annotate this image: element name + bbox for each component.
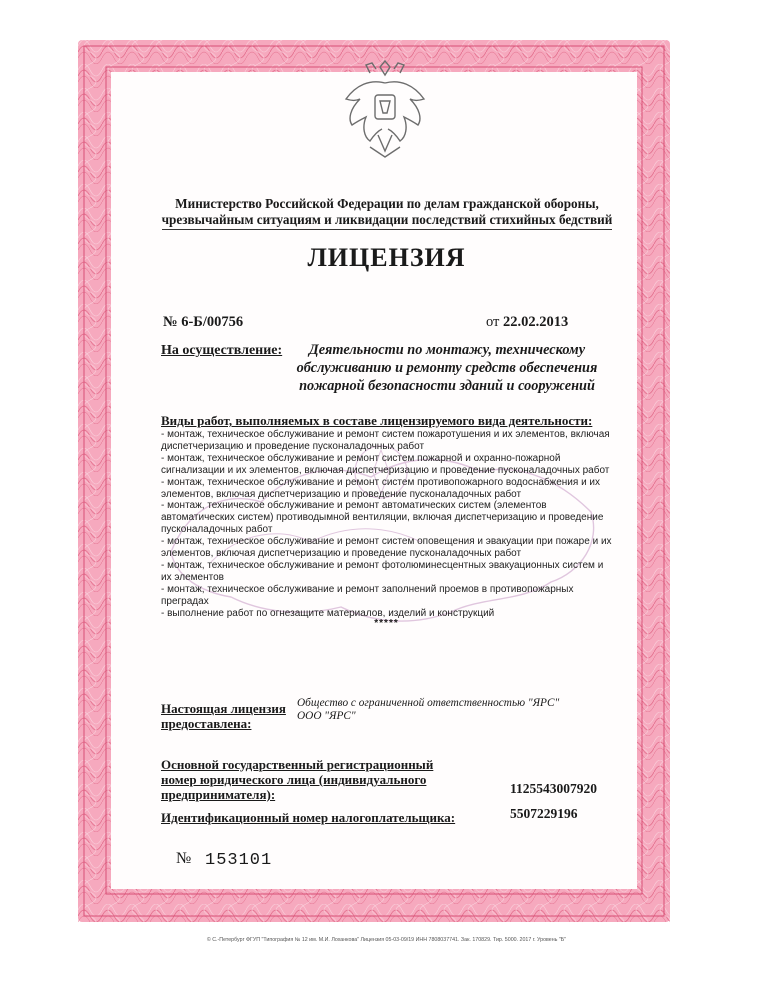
- inn-label: Идентификационный номер налогоплательщика:: [161, 810, 456, 825]
- licensee-name: [297, 697, 559, 723]
- licensee-short-name: ООО "ЯРС": [297, 710, 356, 722]
- granted-label: [161, 701, 286, 731]
- implementation-text: Деятельности по монтажу, техническому обслуживанию и ремонту средств обеспечения пожарной безопасности зданий и сооружений: [296, 342, 598, 394]
- serial-number: 153101: [205, 851, 273, 870]
- printer-imprint: © С.-Петербург ФГУП "Типография № 12 им. М.И. Лоханкова" Лицензия 05-03-09/19 ИНН 7808037741. Зак. 170829. Тир. 5000. 2017 г. Уровень "Б": [206, 937, 567, 943]
- works-list: [161, 429, 616, 620]
- works-heading: Виды работ, выполняемых в составе лицензируемого вида деятельности:: [161, 413, 593, 428]
- list-item: - монтаж, техническое обслуживание и ремонт систем оповещения и эвакуации при пожаре и их элементов, включая диспетчеризацию и проведение пусконаладочных работ: [161, 536, 612, 560]
- list-item: - выполнение работ по огнезащите материалов, изделий и конструкций: [161, 607, 495, 619]
- end-of-list-stars: *****: [374, 618, 399, 629]
- license-date: [486, 314, 568, 331]
- ogrn-label-line-2: номер юридического лица (индивидуального: [161, 772, 427, 787]
- issuing-authority: [160, 196, 614, 230]
- list-item: - монтаж, техническое обслуживание и ремонт фотолюминесцентных эвакуационных систем и их элементов: [161, 559, 604, 583]
- granted-label-line-2: предоставлена:: [161, 716, 252, 731]
- granted-label-line-1: Настоящая лицензия: [161, 701, 286, 716]
- implementation-label: На осуществление:: [161, 343, 283, 358]
- document-title: ЛИЦЕНЗИЯ: [307, 243, 466, 272]
- inn-value: 5507229196: [510, 806, 578, 821]
- list-item: - монтаж, техническое обслуживание и ремонт систем пожаротушения и их элементов, включая диспетчеризацию и проведение пусконаладочных работ: [161, 429, 610, 452]
- date-prefix: от: [486, 314, 500, 330]
- ministry-line-1: Министерство Российской Федерации по делам гражданской обороны,: [175, 196, 599, 211]
- list-item: - монтаж, техническое обслуживание и ремонт автоматических систем (элементов автоматических систем) противодымной вентиляции, включая диспетчеризацию и проведение пусконаладочных работ: [161, 500, 604, 536]
- ogrn-label: [161, 757, 433, 802]
- list-item: - монтаж, техническое обслуживание и ремонт систем противопожарного водоснабжения и их элементов, включая диспетчеризацию и проведение пусконаладочных работ: [161, 476, 601, 500]
- date-value: 22.02.2013: [503, 314, 569, 330]
- double-headed-eagle-emblem-icon: [330, 55, 440, 165]
- list-item: - монтаж, техническое обслуживание и ремонт заполнений проемов в противопожарных преградах: [161, 583, 574, 607]
- ogrn-label-line-1: Основной государственный регистрационный: [161, 757, 434, 772]
- ogrn-value: 1125543007920: [510, 781, 598, 796]
- list-item: - монтаж, техническое обслуживание и ремонт систем пожарной и охранно-пожарной сигнализации и их элементов, включая диспетчеризацию и проведение пусконаладочных работ: [161, 452, 610, 476]
- serial-number-symbol: №: [176, 850, 192, 867]
- ministry-line-2: чрезвычайным ситуациям и ликвидации последствий стихийных бедствий: [162, 212, 613, 230]
- license-number: № 6-Б/00756: [163, 314, 244, 330]
- licensee-full-name: Общество с ограниченной ответственностью "ЯРС": [297, 697, 560, 709]
- ogrn-label-line-3: предпринимателя):: [161, 787, 276, 802]
